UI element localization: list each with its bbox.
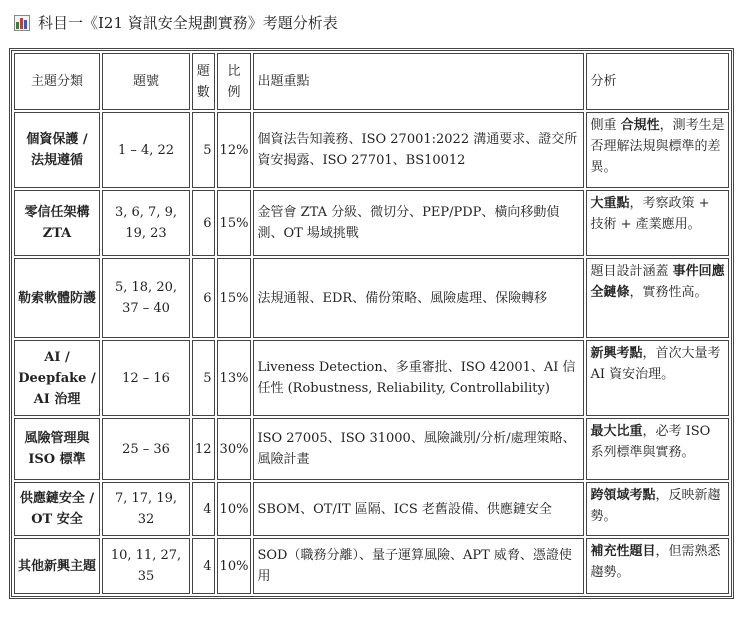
analysis-highlight: 新興考點 bbox=[590, 346, 643, 361]
topic-cell: AI / Deepfake / AI 治理 bbox=[14, 340, 100, 416]
count-cell: 12 bbox=[192, 418, 215, 480]
analysis-highlight: 最大比重 bbox=[590, 424, 643, 439]
analysis-table bbox=[9, 48, 734, 599]
topic-cell: 勒索軟體防護 bbox=[14, 258, 100, 338]
table-row bbox=[14, 340, 729, 416]
count-cell: 6 bbox=[192, 190, 215, 256]
topic-cell: 其他新興主題 bbox=[14, 538, 100, 594]
analysis-text: ，實務性高。 bbox=[629, 285, 708, 300]
table-row bbox=[14, 258, 729, 338]
ratio-cell: 15% bbox=[217, 258, 252, 338]
analysis-highlight: 補充性題目 bbox=[590, 544, 656, 559]
analysis-text: ，必考 ISO 系列標準與實務。 bbox=[590, 424, 711, 460]
count-cell: 5 bbox=[192, 112, 215, 188]
focus-cell: 個資法告知義務、ISO 27001:2022 溝通要求、證交所資安揭露、ISO 27701、BS10012 bbox=[253, 112, 584, 188]
analysis-text: ，測考生是否理解法規與標準的差異。 bbox=[590, 118, 725, 175]
table-row bbox=[14, 482, 729, 536]
header-focus: 出題重點 bbox=[253, 53, 584, 110]
header-ratio: 比例 bbox=[217, 53, 252, 110]
topic-cell: 風險管理與 ISO 標準 bbox=[14, 418, 100, 480]
analysis-text: ，反映新趨勢。 bbox=[590, 488, 721, 524]
analysis-highlight: 跨領域考點 bbox=[590, 488, 656, 503]
numbers-cell: 1 – 4, 22 bbox=[102, 112, 190, 188]
title-text: 科目一《I21 資訊安全規劃實務》考題分析表 bbox=[38, 14, 338, 32]
numbers-cell: 12 – 16 bbox=[102, 340, 190, 416]
analysis-cell bbox=[586, 190, 729, 256]
analysis-text: 題目設計涵蓋 bbox=[590, 264, 673, 279]
focus-cell: ISO 27005、ISO 31000、風險識別/分析/處理策略、風險計畫 bbox=[253, 418, 584, 480]
header-count: 題數 bbox=[192, 53, 215, 110]
analysis-highlight: 事件回應全鏈條 bbox=[590, 264, 725, 300]
table-row bbox=[14, 112, 729, 188]
ratio-cell: 13% bbox=[217, 340, 252, 416]
analysis-cell bbox=[586, 538, 729, 594]
topic-cell: 供應鏈安全 / OT 安全 bbox=[14, 482, 100, 536]
focus-cell: 法規通報、EDR、備份策略、風險處理、保險轉移 bbox=[253, 258, 584, 338]
count-cell: 4 bbox=[192, 538, 215, 594]
ratio-cell: 30% bbox=[217, 418, 252, 480]
ratio-cell: 15% bbox=[217, 190, 252, 256]
analysis-cell bbox=[586, 340, 729, 416]
analysis-highlight: 大重點 bbox=[590, 196, 630, 211]
header-analysis: 分析 bbox=[586, 53, 729, 110]
focus-cell: SBOM、OT/IT 區隔、ICS 老舊設備、供應鏈安全 bbox=[253, 482, 584, 536]
analysis-highlight: 合規性 bbox=[620, 118, 660, 133]
header-topic: 主題分類 bbox=[14, 53, 100, 110]
ratio-cell: 10% bbox=[217, 482, 252, 536]
count-cell: 5 bbox=[192, 340, 215, 416]
analysis-cell bbox=[586, 482, 729, 536]
analysis-text: ，首次大量考 AI 資安治理。 bbox=[590, 346, 721, 382]
analysis-text: ，但需熟悉趨勢。 bbox=[590, 544, 721, 580]
bar-chart-icon bbox=[14, 15, 30, 31]
numbers-cell: 10, 11, 27, 35 bbox=[102, 538, 190, 594]
table-row bbox=[14, 190, 729, 256]
numbers-cell: 25 – 36 bbox=[102, 418, 190, 480]
table-row bbox=[14, 538, 729, 594]
table-row bbox=[14, 418, 729, 480]
count-cell: 6 bbox=[192, 258, 215, 338]
analysis-text: ，考察政策 + 技術 + 產業應用。 bbox=[590, 196, 710, 232]
topic-cell: 個資保護 / 法規遵循 bbox=[14, 112, 100, 188]
topic-cell: 零信任架構 ZTA bbox=[14, 190, 100, 256]
analysis-cell bbox=[586, 258, 729, 338]
analysis-cell bbox=[586, 418, 729, 480]
analysis-text: 側重 bbox=[590, 118, 621, 133]
numbers-cell: 3, 6, 7, 9, 19, 23 bbox=[102, 190, 190, 256]
analysis-cell bbox=[586, 112, 729, 188]
numbers-cell: 5, 18, 20, 37 – 40 bbox=[102, 258, 190, 338]
header-numbers: 題號 bbox=[102, 53, 190, 110]
ratio-cell: 12% bbox=[217, 112, 252, 188]
count-cell: 4 bbox=[192, 482, 215, 536]
ratio-cell: 10% bbox=[217, 538, 252, 594]
numbers-cell: 7, 17, 19, 32 bbox=[102, 482, 190, 536]
page-title bbox=[14, 12, 338, 33]
focus-cell: 金管會 ZTA 分級、微切分、PEP/PDP、橫向移動偵測、OT 場域挑戰 bbox=[253, 190, 584, 256]
table-header-row bbox=[14, 53, 729, 110]
focus-cell: Liveness Detection、多重審批、ISO 42001、AI 信任性 (Robustness, Reliability, Controllability) bbox=[253, 340, 584, 416]
focus-cell: SOD（職務分離）、量子運算風險、APT 威脅、憑證使用 bbox=[253, 538, 584, 594]
